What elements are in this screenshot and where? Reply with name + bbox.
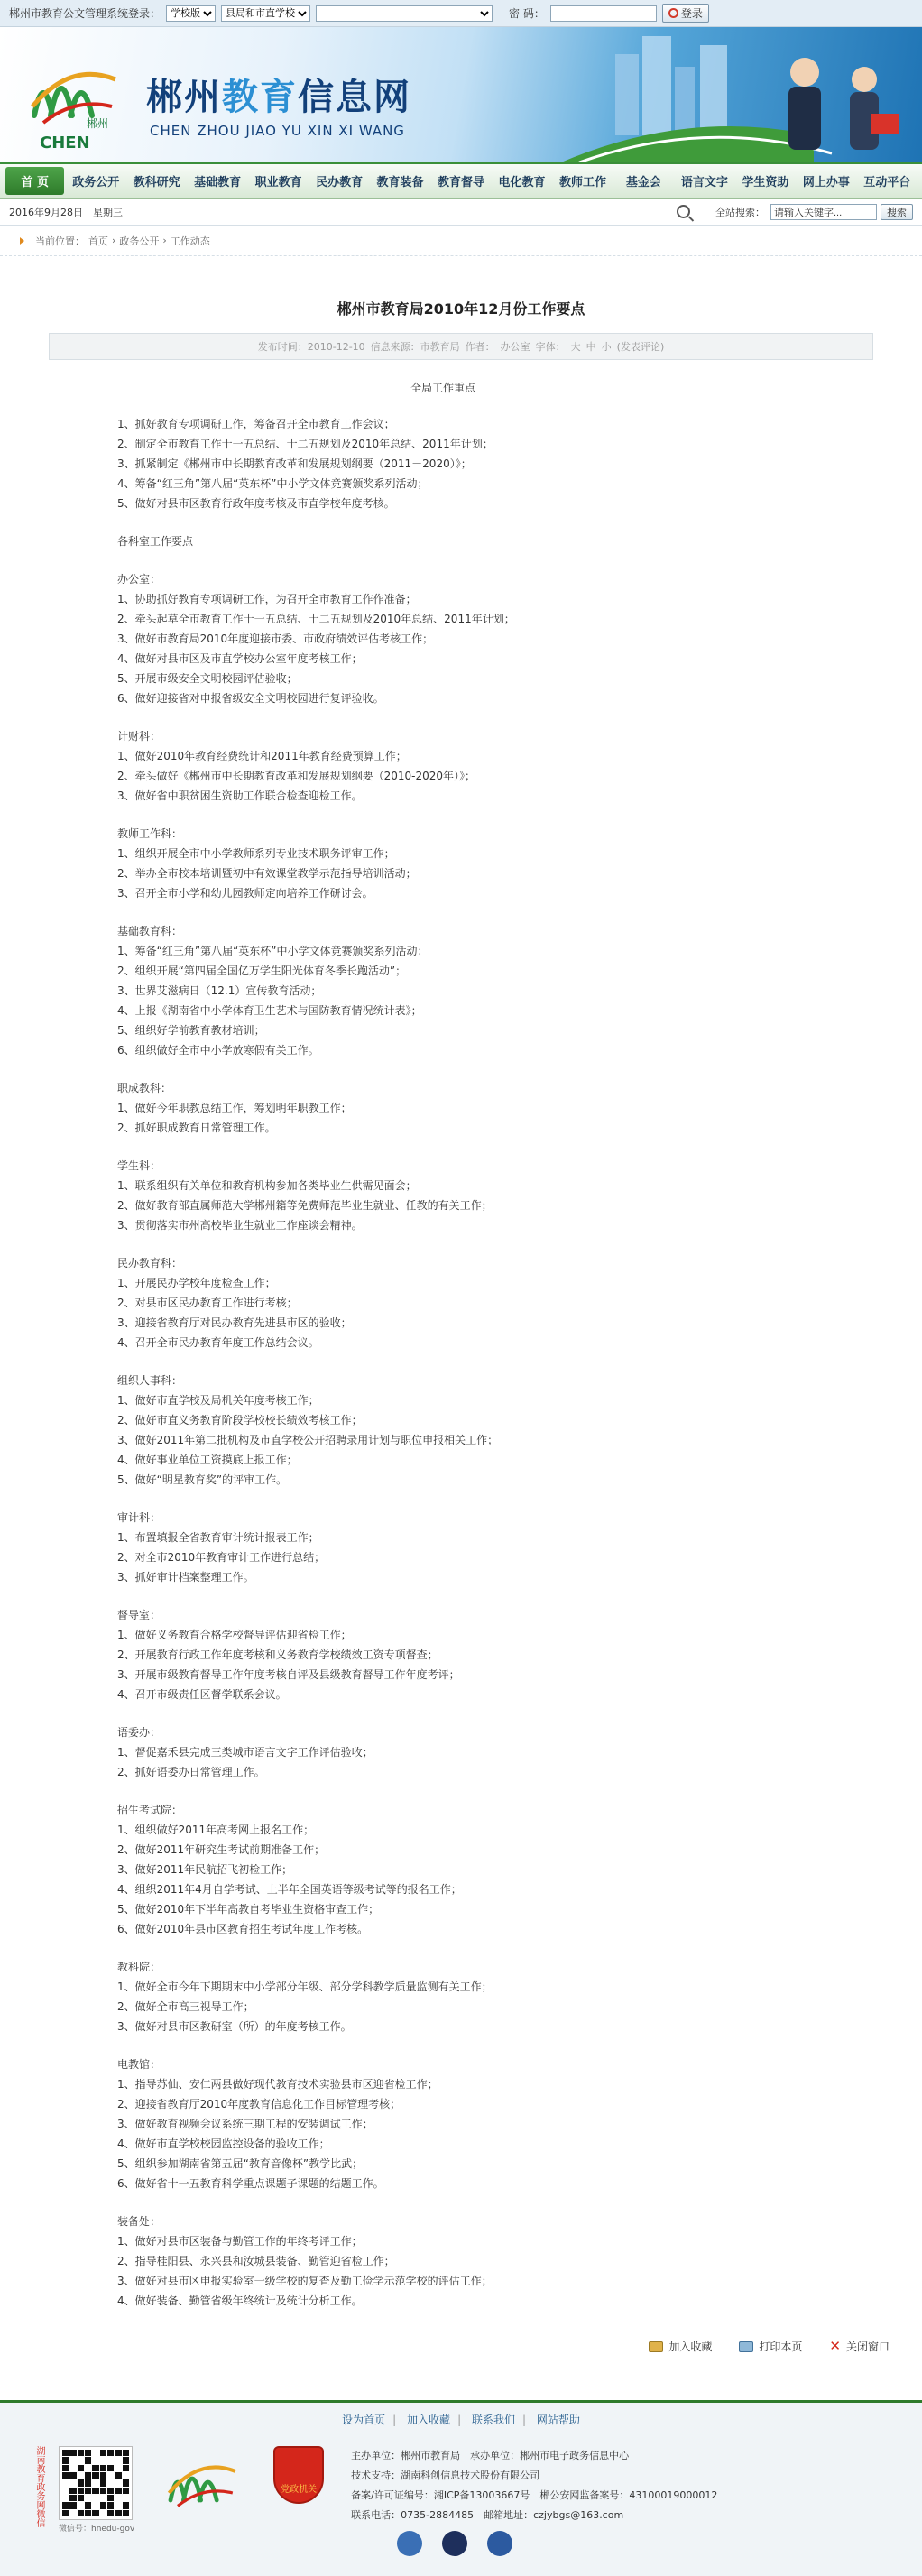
- set-homepage-link[interactable]: 设为首页: [342, 2414, 386, 2426]
- section-line: 3、做好2011年第二批机构及市直学校公开招聘录用计划与职位申报相关工作；: [117, 1434, 499, 1446]
- nav-item-e-education[interactable]: 电化教育: [498, 176, 546, 189]
- unit-type-select[interactable]: [221, 5, 310, 22]
- breadcrumb-government-affairs[interactable]: 政务公开: [119, 235, 160, 247]
- breadcrumb-label: 当前位置：: [35, 235, 85, 247]
- section-line: 5、做好“明星教育奖”的评审工作。: [117, 1473, 288, 1486]
- qr-cell: [100, 2450, 106, 2456]
- article-actions: [649, 2339, 890, 2354]
- nav-item-private-education[interactable]: 民办教育: [316, 176, 364, 189]
- qr-cell: [69, 2465, 76, 2471]
- section-line: 3、做好市教育局2010年度迎接市委、市政府绩效评估考核工作；: [117, 632, 434, 645]
- qr-cell: [92, 2510, 98, 2516]
- info-source: 信息来源：市教育局: [370, 341, 460, 353]
- security-icon[interactable]: [487, 2531, 512, 2556]
- section-line: 1、筹备“红三角”第八届“英东杯”中小学文体竞赛颁奖系列活动；: [117, 945, 429, 957]
- password-field[interactable]: [550, 5, 657, 22]
- qr-cell: [115, 2495, 121, 2501]
- nav-item-student-aid[interactable]: 学生资助: [742, 176, 789, 189]
- section-line: 2、对全市2010年教育审计工作进行总结；: [117, 1551, 326, 1564]
- qr-cell: [69, 2502, 76, 2508]
- close-icon: ✕: [829, 2338, 841, 2354]
- font-small-link[interactable]: 小: [601, 341, 612, 353]
- section-line: 2、做好教育部直属师范大学郴州籍等免费师范毕业生就业、任教的有关工作；: [117, 1199, 493, 1212]
- breadcrumb: 当前位置： 首页 › 政务公开 › 工作动态: [0, 226, 922, 256]
- qr-cell: [92, 2450, 98, 2456]
- section-line: 1、组织做好2011年高考网上报名工作；: [117, 1824, 315, 1836]
- section-line: 4、做好市直学校校园监控设备的验收工作；: [117, 2137, 330, 2150]
- content-section: [117, 1371, 837, 1490]
- qr-cell: [92, 2488, 98, 2494]
- footer-info-line: 联系电话：0735-2884485 邮箱地址：czjybgs@163.com: [351, 2509, 624, 2521]
- qr-cell: [123, 2465, 129, 2471]
- section-line: 1、做好义务教育合格学校督导评估迎省检工作；: [117, 1629, 352, 1641]
- section-line: 3、做好2011年民航招飞初检工作；: [117, 1863, 293, 1876]
- site-help-link[interactable]: 网站帮助: [536, 2414, 580, 2426]
- banner-illustration: [507, 27, 922, 162]
- qr-cell: [107, 2465, 114, 2471]
- qr-cell: [92, 2457, 98, 2463]
- section-line: 3、世界艾滋病日（12.1）宣传教育活动；: [117, 984, 322, 997]
- footer-favorite-link[interactable]: 加入收藏: [407, 2414, 451, 2426]
- qr-cell: [85, 2479, 91, 2486]
- qr-cell: [115, 2510, 121, 2516]
- section-line: 2、指导桂阳县、永兴县和汝城县装备、勤管迎省检工作；: [117, 2255, 395, 2267]
- qr-cell: [123, 2479, 129, 2486]
- nav-item-supervision[interactable]: 教育督导: [438, 176, 485, 189]
- font-large-link[interactable]: 大: [570, 341, 581, 353]
- section-line: 2、迎接省教育厅2010年度教育信息化工作目标管理考核；: [117, 2098, 401, 2110]
- qr-cell: [100, 2510, 106, 2516]
- nav-item-interaction[interactable]: 互动平台: [863, 176, 911, 189]
- section-line: 2、制定全市教育工作十一五总结、十二五规划及2010年总结、2011年计划；: [117, 438, 493, 450]
- content-section: [117, 824, 837, 903]
- article-title: 郴州市教育局2010年12月份工作要点: [337, 300, 585, 318]
- content-section: [117, 1800, 837, 1939]
- qr-cell: [85, 2472, 91, 2479]
- section-title: 语委办：: [117, 1726, 161, 1739]
- section-line: 3、贯彻落实市州高校毕业生就业工作座谈会精神。: [117, 1219, 363, 1232]
- login-button[interactable]: [662, 4, 709, 23]
- section-line: 3、召开全市小学和幼儿园教师定向培养工作研讨会。: [117, 887, 373, 900]
- section-line: 4、召开市级责任区督学联系会议。: [117, 1688, 287, 1701]
- search-label: 全站搜索：: [715, 206, 765, 218]
- article: [0, 298, 922, 2311]
- section-line: 5、组织参加湖南省第五届“教育音像杯”教学比武；: [117, 2157, 364, 2170]
- qr-cell: [62, 2488, 69, 2494]
- qr-cell: [115, 2502, 121, 2508]
- site-title-part-2: 教育: [222, 77, 298, 118]
- nav-item-equipment[interactable]: 教育装备: [376, 176, 424, 189]
- qr-cell: [69, 2510, 76, 2516]
- section-line: 3、做好省中职贫困生资助工作联合检查迎检工作。: [117, 789, 363, 802]
- breadcrumb-home[interactable]: 首页: [88, 235, 108, 247]
- section-line: 6、组织做好全市中小学放寒假有关工作。: [117, 1044, 319, 1057]
- section-line: 2、牵头起草全市教育工作十一五总结、十二五规划及2010年总结、2011年计划；: [117, 613, 515, 625]
- site-title-part-3: 信息网: [298, 77, 411, 118]
- section-title: 电教馆：: [117, 2058, 161, 2071]
- print-label: 打印本页: [759, 2341, 803, 2353]
- section-title: 招生考试院：: [117, 1804, 183, 1816]
- nav-item-home[interactable]: 首 页: [5, 167, 64, 195]
- password-label: 密 码：: [509, 7, 545, 20]
- section-title: 计财科：: [117, 730, 161, 743]
- section-line: 1、协助抓好教育专项调研工作，为召开全市教育工作作准备；: [117, 593, 417, 605]
- power-icon: [668, 8, 678, 18]
- nav-item-government-affairs[interactable]: 政务公开: [72, 176, 120, 189]
- gov-badge-label: 党政机关: [281, 2485, 318, 2495]
- content-section: [117, 414, 837, 513]
- add-favorite-label: 加入收藏: [668, 2341, 713, 2353]
- content-section: [117, 1722, 837, 1782]
- qr-cell: [123, 2495, 129, 2501]
- qr-cell: [69, 2472, 76, 2479]
- search-icon: [677, 205, 690, 218]
- qr-cell: [85, 2450, 91, 2456]
- qr-caption: 湖南教育政务网微信: [34, 2446, 44, 2527]
- close-window-button[interactable]: [829, 2339, 890, 2354]
- search-input[interactable]: [770, 204, 877, 220]
- section-line: 2、做好市直义务教育阶段学校校长绩效考核工作；: [117, 1414, 363, 1426]
- qr-cell: [62, 2510, 69, 2516]
- section-line: 3、抓好审计档案整理工作。: [117, 1571, 254, 1583]
- qr-cell: [78, 2450, 84, 2456]
- section-line: 3、做好教育视频会议系统三期工程的安装调试工作；: [117, 2118, 373, 2130]
- section-line: 5、做好2010年下半年高教自考毕业生资格审查工作；: [117, 1903, 380, 1916]
- current-date: 2016年9月28日 星期三: [9, 206, 123, 218]
- search-button[interactable]: 搜索: [881, 204, 913, 220]
- site-pinyin: CHEN ZHOU JIAO YU XIN XI WANG: [150, 123, 405, 139]
- favorite-icon: [649, 2341, 663, 2352]
- section-line: 3、做好对县市区教研室（所）的年度考核工作。: [117, 2020, 352, 2033]
- print-icon: [739, 2341, 753, 2352]
- certification-icon[interactable]: [397, 2531, 422, 2556]
- footer-icons: [397, 2531, 512, 2556]
- section-line: 1、布置填报全省教育审计统计报表工作；: [117, 1531, 319, 1544]
- breadcrumb-arrow-icon: [20, 237, 24, 245]
- section-line: 1、抓好教育专项调研工作，筹备召开全市教育工作会议；: [117, 418, 395, 430]
- qr-cell: [100, 2472, 106, 2479]
- section-line: 5、组织好学前教育教材培训；: [117, 1024, 265, 1037]
- section-line: 4、做好事业单位工资摸底上报工作；: [117, 1454, 298, 1466]
- qr-cell: [107, 2488, 114, 2494]
- section-line: 6、做好省十一五教育科学重点课题子课题的结题工作。: [117, 2177, 384, 2190]
- qr-cell: [107, 2502, 114, 2508]
- section-line: 1、做好市直学校及局机关年度考核工作；: [117, 1394, 319, 1407]
- section-line: 1、做好对县市区装备与勤管工作的年终考评工作；: [117, 2235, 363, 2248]
- content-section: [117, 1957, 837, 2036]
- qr-cell: [62, 2479, 69, 2486]
- contact-us-link[interactable]: 联系我们: [471, 2414, 515, 2426]
- site-title: [146, 69, 411, 120]
- qr-code: [59, 2446, 133, 2520]
- section-line: 3、抓紧制定《郴州市中长期教育改革和发展规划纲要（2011－2020）》；: [117, 457, 472, 470]
- qr-cell: [85, 2510, 91, 2516]
- section-line: 2、开展教育行政工作年度考核和义务教育学校绩效工资专项督查；: [117, 1648, 438, 1661]
- qr-cell: [85, 2488, 91, 2494]
- qr-cell: [100, 2488, 106, 2494]
- footer-body: [0, 2433, 922, 2536]
- qr-cell: [123, 2450, 129, 2456]
- qr-cell: [107, 2450, 114, 2456]
- content-section: [117, 2054, 837, 2193]
- section-title: 督导室：: [117, 1609, 161, 1621]
- breadcrumb-work-updates[interactable]: 工作动态: [170, 235, 210, 247]
- section-title: 基础教育科：: [117, 925, 183, 937]
- qr-cell: [69, 2495, 76, 2501]
- section-line: 3、迎接省教育厅对民办教育先进县市区的验收；: [117, 1316, 352, 1329]
- qr-cell: [69, 2488, 76, 2494]
- qr-cell: [107, 2495, 114, 2501]
- section-title: 职成教科：: [117, 1082, 172, 1094]
- section-line: 2、牵头做好《郴州市中长期教育改革和发展规划纲要（2010-2020年）》；: [117, 770, 476, 782]
- section-line: 2、组织开展“第四届全国亿万学生阳光体育冬季长跑活动”；: [117, 965, 407, 977]
- section-line: 2、抓好职成教育日常管理工作。: [117, 1122, 276, 1134]
- content-section: [117, 1508, 837, 1587]
- qr-cell: [69, 2457, 76, 2463]
- nav-item-basic-education[interactable]: 基础教育: [194, 176, 242, 189]
- section-line: 1、做好2010年教育经费统计和2011年教育经费预算工作；: [117, 750, 407, 762]
- qr-cell: [123, 2457, 129, 2463]
- qr-cell: [115, 2479, 121, 2486]
- qr-cell: [92, 2465, 98, 2471]
- qr-cell: [92, 2495, 98, 2501]
- login-button-label: 登录: [680, 7, 703, 20]
- footer-info-line: 技术支持：湖南科创信息技术股份有限公司: [351, 2470, 540, 2481]
- qr-cell: [62, 2465, 69, 2471]
- qr-cell: [78, 2510, 84, 2516]
- site-banner: [0, 27, 922, 162]
- nav-item-education-research[interactable]: 教科研究: [133, 176, 180, 189]
- publish-time: 发布时间：2010-12-10: [257, 341, 365, 353]
- author: 作者：: [465, 341, 495, 353]
- footer-info-line: 主办单位：郴州市教育局 承办单位：郴州市电子政务信息中心: [351, 2450, 630, 2461]
- qr-cell: [85, 2465, 91, 2471]
- section-title: 装备处：: [117, 2215, 161, 2228]
- qr-cell: [115, 2472, 121, 2479]
- section-line: 6、做好迎接省对申报省级安全文明校园进行复评验收。: [117, 692, 384, 705]
- section-line: 4、筹备“红三角”第八届“英东杯”中小学文体竞赛颁奖系列活动；: [117, 477, 429, 490]
- content-section: [117, 921, 837, 1060]
- logo-cn-text: 郴州: [87, 117, 109, 130]
- section-line: 2、对县市区民办教育工作进行考核；: [117, 1297, 298, 1309]
- section-line: 2、做好2011年研究生考试前期准备工作；: [117, 1843, 326, 1856]
- section-line: 1、做好全市今年下期期末中小学部分年级、部分学科教学质量监测有关工作；: [117, 1980, 493, 1993]
- section-title: 教科院：: [117, 1961, 161, 1973]
- section-line: 2、抓好语委办日常管理工作。: [117, 1766, 265, 1778]
- section-title: 学生科：: [117, 1159, 161, 1172]
- qr-cell: [62, 2472, 69, 2479]
- nav-item-language[interactable]: 语言文字: [680, 176, 728, 189]
- section-title: 办公室：: [117, 573, 161, 586]
- section-line: 4、上报《湖南省中小学体育卫生艺术与国防教育情况统计表》；: [117, 1004, 422, 1017]
- content-section: [117, 569, 837, 708]
- qr-cell: [92, 2479, 98, 2486]
- section-line: 3、开展市级教育督导工作年度考核自评及县级教育督导工作年度考评；: [117, 1668, 460, 1681]
- section-line: 1、联系组织有关单位和教育机构参加各类毕业生供需见面会；: [117, 1179, 417, 1192]
- gov-badge[interactable]: [273, 2446, 324, 2504]
- footer-info-line: 备案/许可证编号：湘ICP备13003667号 郴公安网监备案号：43100019000012: [351, 2489, 718, 2501]
- qr-cell: [100, 2495, 106, 2501]
- section-line: 4、组织2011年4月自学考试、上半年全国英语等级考试等的报名工作；: [117, 1883, 462, 1896]
- section-line: 4、做好对县市区及市直学校办公室年度考核工作；: [117, 652, 363, 665]
- unit-select[interactable]: [316, 5, 493, 22]
- content-section: [117, 1156, 837, 1235]
- nav-item-vocational-education[interactable]: 职业教育: [254, 176, 302, 189]
- section-title: 教师工作科：: [117, 827, 183, 840]
- footer-links: 设为首页 | 加入收藏 | 联系我们 | 网站帮助: [0, 2403, 922, 2433]
- print-button[interactable]: [739, 2339, 802, 2354]
- site-title-part-1: 郴州: [146, 77, 222, 118]
- qr-cell: [115, 2457, 121, 2463]
- qr-cell: [115, 2465, 121, 2471]
- qr-cell: [78, 2502, 84, 2508]
- section-line: 5、做好对县市区教育行政年度考核及市直学校年度考核。: [117, 497, 395, 510]
- content-section: [117, 1078, 837, 1138]
- content-section: [117, 1605, 837, 1704]
- content-section: [117, 1253, 837, 1353]
- font-medium-link[interactable]: 中: [585, 341, 596, 353]
- section-line: 3、做好对县市区申报实验室一级学校的复查及勤工俭学示范学校的评估工作；: [117, 2275, 493, 2287]
- section-line: 6、做好2010年县市区教育招生考试年度工作考核。: [117, 1923, 369, 1935]
- qr-cell: [115, 2450, 121, 2456]
- qr-cell: [85, 2502, 91, 2508]
- site-footer: [0, 2400, 922, 2576]
- content-section: [117, 2211, 837, 2311]
- qr-block: [59, 2446, 134, 2534]
- section-line: 4、召开全市民办教育年度工作总结会议。: [117, 1336, 319, 1349]
- footer-logo: [163, 2446, 243, 2525]
- qr-cell: [78, 2457, 84, 2463]
- section-title: 民办教育科：: [117, 1257, 183, 1270]
- qr-subtitle: 微信号：hnedu-gov: [59, 2525, 135, 2534]
- section-line: 1、做好今年职教总结工作，筹划明年职教工作；: [117, 1102, 352, 1114]
- qr-cell: [123, 2502, 129, 2508]
- qr-cell: [62, 2502, 69, 2508]
- content-heading: 全局工作重点: [410, 382, 475, 394]
- date-search-bar: [0, 199, 922, 226]
- qr-cell: [123, 2510, 129, 2516]
- section-title: 组织人事科：: [117, 1374, 183, 1387]
- content-section: [117, 726, 837, 806]
- section-line: 1、开展民办学校年度检查工作；: [117, 1277, 276, 1289]
- section-line: 2、举办全市校本培训暨初中有效课堂教学示范指导培训活动；: [117, 867, 417, 880]
- qr-cell: [92, 2472, 98, 2479]
- logo-en-text: CHEN: [40, 134, 90, 152]
- section-title: 各科室工作要点: [117, 535, 194, 548]
- qr-cell: [62, 2495, 69, 2501]
- add-favorite-button[interactable]: [649, 2339, 712, 2354]
- qr-cell: [78, 2479, 84, 2486]
- qr-cell: [69, 2450, 76, 2456]
- qr-cell: [123, 2472, 129, 2479]
- login-system-label: 郴州市教育公文管理系统登录：: [9, 7, 161, 20]
- qr-cell: [78, 2465, 84, 2471]
- qr-cell: [78, 2488, 84, 2494]
- close-window-label: 关闭窗口: [845, 2341, 890, 2353]
- section-line: 2、做好全市高三视导工作；: [117, 2000, 254, 2013]
- nav-item-online-services[interactable]: 网上办事: [802, 176, 850, 189]
- qr-cell: [100, 2457, 106, 2463]
- qr-cell: [69, 2479, 76, 2486]
- article-content: [49, 378, 873, 2311]
- qr-cell: [100, 2465, 106, 2471]
- main-nav: [0, 162, 922, 199]
- qr-cell: [100, 2479, 106, 2486]
- qr-cell: [78, 2495, 84, 2501]
- article-meta: [49, 333, 873, 360]
- qr-cell: [107, 2479, 114, 2486]
- edition-select[interactable]: [166, 5, 216, 22]
- qr-cell: [107, 2472, 114, 2479]
- footer-info: [351, 2446, 717, 2525]
- qr-cell: [123, 2488, 129, 2494]
- font-size-label: 字体：: [535, 341, 566, 353]
- qr-cell: [107, 2510, 114, 2516]
- site-logo[interactable]: [25, 52, 124, 143]
- comment-link[interactable]: (发表评论): [616, 341, 665, 353]
- section-line: 5、开展市级安全文明校园评估验收；: [117, 672, 298, 685]
- qr-cell: [85, 2457, 91, 2463]
- nav-item-foundation[interactable]: 基金会: [625, 176, 661, 189]
- qr-cell: [107, 2457, 114, 2463]
- section-title: 审计科：: [117, 1511, 161, 1524]
- content-section: [117, 531, 837, 551]
- qr-cell: [115, 2488, 121, 2494]
- qr-cell: [85, 2495, 91, 2501]
- nav-item-teachers[interactable]: 教师工作: [558, 176, 606, 189]
- section-line: 4、做好装备、勤管省级年终统计及统计分析工作。: [117, 2294, 363, 2307]
- qr-cell: [62, 2457, 69, 2463]
- section-line: 1、督促嘉禾县完成三类城市语言文字工作评估验收；: [117, 1746, 373, 1759]
- qr-cell: [100, 2502, 106, 2508]
- qr-cell: [62, 2450, 69, 2456]
- section-line: 1、组织开展全市中小学教师系列专业技术职务评审工作；: [117, 847, 395, 860]
- department: 办公室: [500, 341, 530, 353]
- section-line: 1、指导苏仙、安仁两县做好现代教育技术实验县市区迎省检工作；: [117, 2078, 438, 2091]
- qr-cell: [78, 2472, 84, 2479]
- police-icon[interactable]: [442, 2531, 467, 2556]
- qr-cell: [92, 2502, 98, 2508]
- login-bar: [0, 0, 922, 27]
